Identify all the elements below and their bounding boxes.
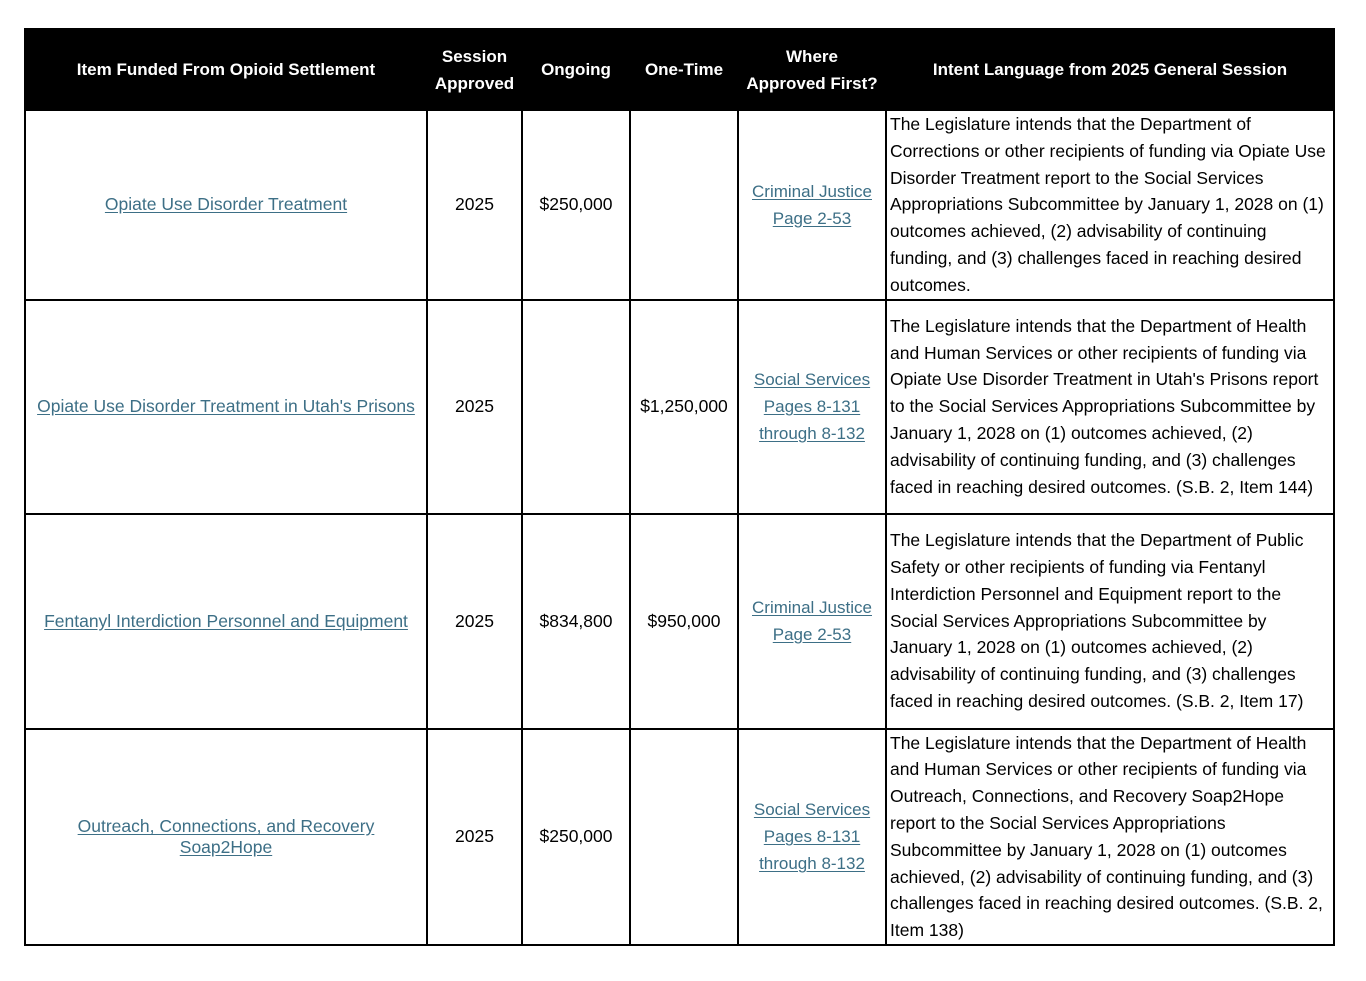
item-link[interactable]: Opiate Use Disorder Treatment bbox=[104, 194, 348, 215]
item-cell bbox=[25, 514, 427, 729]
item-link[interactable]: Outreach, Connections, and Recovery Soap2Hope bbox=[77, 815, 375, 857]
ongoing-cell: $250,000 bbox=[522, 729, 630, 945]
item-link[interactable]: Fentanyl Interdiction Personnel and Equipment bbox=[44, 610, 408, 631]
intent-language-cell: The Legislature intends that the Department of Health and Human Services or other recipients of funding via Outreach, Connections, and Recovery Soap2Hope report to the Social Services Appropriations Subcommittee by January 1, 2028 on (1) outcomes achieved, (2) advisability of continuing funding, and (3) challenges faced in reaching desired outcomes. (S.B. 2, Item 138) bbox=[886, 729, 1334, 945]
header-session-approved: Session Approved bbox=[427, 29, 522, 110]
where-approved-link[interactable]: Social Services Pages 8-131 through 8-132 bbox=[753, 800, 871, 874]
where-approved-cell bbox=[738, 514, 886, 729]
session-cell: 2025 bbox=[427, 300, 522, 514]
where-approved-cell bbox=[738, 300, 886, 514]
one-time-cell: $1,250,000 bbox=[630, 300, 738, 514]
where-approved-cell bbox=[738, 729, 886, 945]
session-cell: 2025 bbox=[427, 729, 522, 945]
intent-language-cell: The Legislature intends that the Department of Corrections or other recipients of funding via Opiate Use Disorder Treatment report to the Social Services Appropriations Subcommittee by January 1, 2028 on (1) outcomes achieved, (2) advisability of continuing funding, and (3) challenges faced in reaching desired outcomes. bbox=[886, 110, 1334, 300]
ongoing-cell: $250,000 bbox=[522, 110, 630, 300]
item-cell bbox=[25, 300, 427, 514]
item-link[interactable]: Opiate Use Disorder Treatment in Utah's Prisons bbox=[37, 396, 415, 417]
one-time-cell: $950,000 bbox=[630, 514, 738, 729]
where-approved-link[interactable]: Social Services Pages 8-131 through 8-132 bbox=[753, 370, 871, 444]
table-row bbox=[25, 729, 1334, 945]
item-cell bbox=[25, 729, 427, 945]
header-intent-language: Intent Language from 2025 General Session bbox=[886, 29, 1334, 110]
table-row bbox=[25, 514, 1334, 729]
where-approved-cell bbox=[738, 110, 886, 300]
item-cell bbox=[25, 110, 427, 300]
header-item-funded: Item Funded From Opioid Settlement bbox=[25, 29, 427, 110]
session-cell: 2025 bbox=[427, 514, 522, 729]
header-where-approved: Where Approved First? bbox=[738, 29, 886, 110]
ongoing-cell: $834,800 bbox=[522, 514, 630, 729]
header-ongoing: Ongoing bbox=[522, 29, 630, 110]
opioid-settlement-funding-table bbox=[24, 28, 1335, 946]
session-cell: 2025 bbox=[427, 110, 522, 300]
where-approved-link[interactable]: Criminal Justice Page 2-53 bbox=[752, 181, 872, 228]
table-row bbox=[25, 300, 1334, 514]
table-row bbox=[25, 110, 1334, 300]
ongoing-cell bbox=[522, 300, 630, 514]
one-time-cell bbox=[630, 110, 738, 300]
intent-language-cell: The Legislature intends that the Department of Public Safety or other recipients of funding via Fentanyl Interdiction Personnel and Equipment report to the Social Services Appropriations Subcommittee by January 1, 2028 on (1) outcomes achieved, (2) advisability of continuing funding, and (3) challenges faced in reaching desired outcomes. (S.B. 2, Item 17) bbox=[886, 514, 1334, 729]
header-one-time: One-Time bbox=[630, 29, 738, 110]
header-row bbox=[25, 29, 1334, 110]
where-approved-link[interactable]: Criminal Justice Page 2-53 bbox=[752, 598, 872, 645]
one-time-cell bbox=[630, 729, 738, 945]
intent-language-cell: The Legislature intends that the Department of Health and Human Services or other recipients of funding via Opiate Use Disorder Treatment in Utah's Prisons report to the Social Services Appropriations Subcommittee by January 1, 2028 on (1) outcomes achieved, (2) advisability of continuing funding, and (3) challenges faced in reaching desired outcomes. (S.B. 2, Item 144) bbox=[886, 300, 1334, 514]
